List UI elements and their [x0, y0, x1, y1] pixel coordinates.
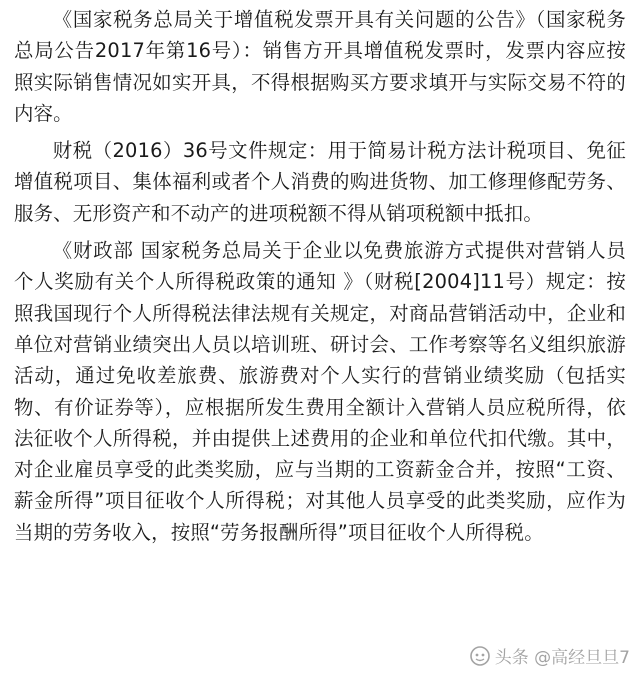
toutiao-logo-icon [469, 645, 491, 667]
paragraph-caishui-2004-11: 《财政部 国家税务总局关于企业以免费旅游方式提供对营销人员个人奖励有关个人所得税政策的通知 》（财税[2004]11号）规定：按照我国现行个人所得税法律法规有关规定，对商品营销活动中，企业和单位对营销业绩突出人员以培训班、研讨会、工作考察等名义组织旅游活动，通过免收差旅费、旅游费对个人实行的营销业绩奖励（包括实物、有价证券等），应根据所发生费用全额计入营销人员应税所得，依法征收个人所得税，并由提供上述费用的企业和单位代扣代缴。其中，对企业雇员享受的此类奖励，应与当期的工资薪金合并，按照“工资、薪金所得”项目征收个人所得税；对其他人员享受的此类奖励，应作为当期的劳务收入，按照“劳务报酬所得”项目征收个人所得税。 [14, 239, 626, 544]
watermark-text: 头条 @高经旦旦7 [494, 648, 630, 668]
watermark [469, 643, 630, 668]
paragraph-caishui-36: 财税（2016）36号文件规定：用于简易计税方法计税项目、免征增值税项目、集体福利或者个人消费的购进货物、加工修理修配劳务、服务、无形资产和不动产的进项税额不得从销项税额中抵扣。 [14, 139, 626, 225]
paragraph-invoice-announcement: 《国家税务总局关于增值税发票开具有关问题的公告》（国家税务总局公告2017年第16号）：销售方开具增值税发票时，发票内容应按照实际销售情况如实开具，不得根据购买方要求填开与实际交易不符的内容。 [14, 8, 626, 125]
document-body [14, 4, 626, 554]
